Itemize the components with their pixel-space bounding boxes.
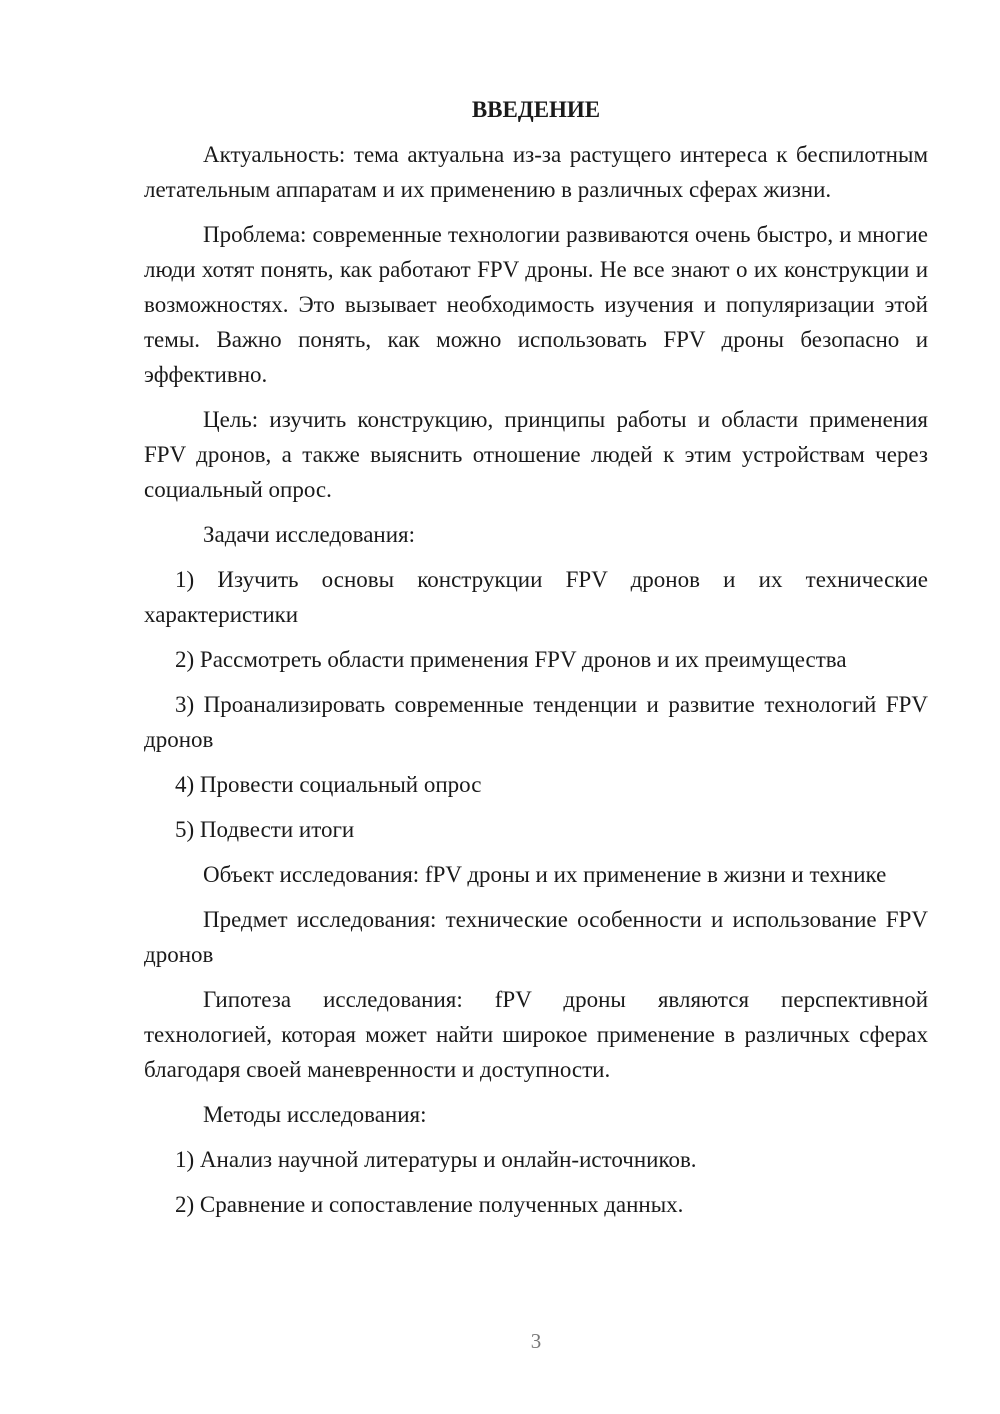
task-item-5: 5) Подвести итоги (175, 817, 355, 842)
method-item-1: 1) Анализ научной литературы и онлайн-источников. (175, 1147, 697, 1172)
paragraph-methods-heading: Методы исследования: (203, 1102, 427, 1127)
section-title: ВВЕДЕНИЕ (471, 97, 601, 122)
paragraph-tasks-heading: Задачи исследования: (203, 522, 416, 547)
document-body (144, 92, 928, 1232)
task-item-3: 3) Проанализировать современные тенденции и развитие технологий FPV дронов (144, 692, 928, 752)
paragraph-relevance: Актуальность: тема актуальна из-за растущего интереса к беспилотным летательным аппаратам и их применению в различных сферах жизни. (144, 142, 928, 202)
task-item-1: 1) Изучить основы конструкции FPV дронов и их технические характеристики (144, 567, 928, 627)
method-item-2: 2) Сравнение и сопоставление полученных данных. (175, 1192, 684, 1217)
paragraph-subject: Предмет исследования: технические особенности и использование FPV дронов (144, 907, 928, 967)
paragraph-object: Объект исследования: fPV дроны и их применение в жизни и технике (203, 862, 887, 887)
paragraph-hypothesis: Гипотеза исследования: fPV дроны являются перспективной технологией, которая может найти широкое применение в различных сферах благодаря своей маневренности и доступности. (144, 987, 928, 1082)
paragraph-goal: Цель: изучить конструкцию, принципы работы и области применения FPV дронов, а также выяснить отношение людей к этим устройствам через социальный опрос. (144, 407, 928, 502)
task-item-4: 4) Провести социальный опрос (175, 772, 482, 797)
task-item-2: 2) Рассмотреть области применения FPV дронов и их преимущества (175, 647, 847, 672)
page-number: 3 (530, 1329, 542, 1353)
paragraph-problem: Проблема: современные технологии развиваются очень быстро, и многие люди хотят понять, как работают FPV дроны. Не все знают о их конструкции и возможностях. Это вызывает необходимость изучения и популяризации этой темы. Важно понять, как можно использовать FPV дроны безопасно и эффективно. (144, 222, 928, 387)
